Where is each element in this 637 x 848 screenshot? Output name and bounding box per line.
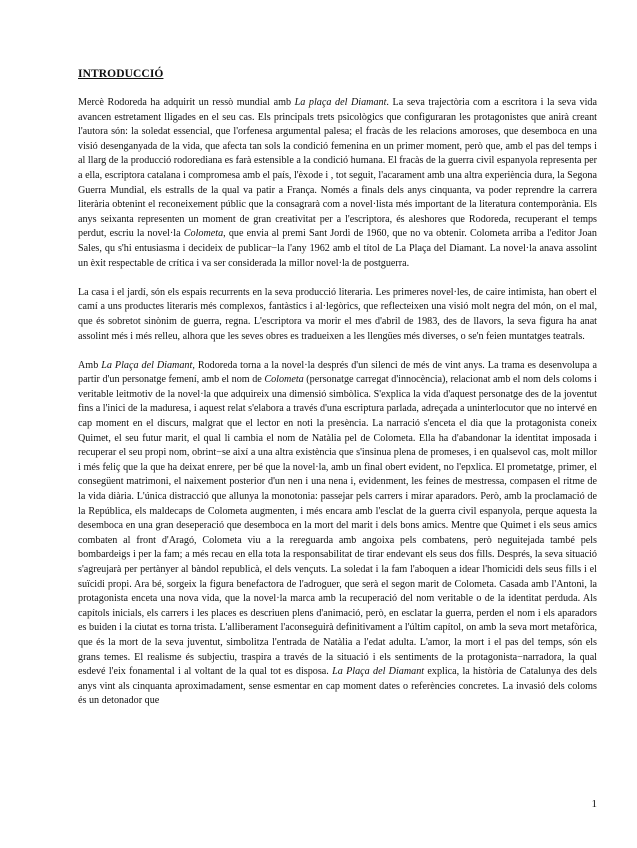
text-run: , que envia al premi Sant Jordi de 1960, que no va obtenir. Colometa arriba a l'editor Joan Sales, qu s'hi entusiasma i decideix de publicar−la l'any 1962 amb el títol de La Plaça del Diamant. La novel·la anava assolint un èxit respectable de crítica i va ser considerada la millor novel·la de postguerra. <box>78 228 597 269</box>
paragraph <box>78 286 597 344</box>
italic-title: La Plaça del Diamant <box>101 359 193 371</box>
body-text <box>78 96 597 709</box>
text-run: La casa i el jardí, són els espais recurrents en la seva producció literaria. Les primeres novel·les, de caire intimista, han obert el camí a uns productes literaris més complexos, fantàstics i al·legòrics, que reflecteixen una visió molt negra del món, on el mal, que és sobretot sinònim de guerra, regna. L'escriptora va morir el mes d'abril de 1983, des de llavors, la seva figura ha anat assolint més i més relleu, alhora que les seves obres es tradueixen a les llengües més diverses, o se'n feien muntatges teatrals. <box>78 286 597 342</box>
text-run: . La seva trajectòria com a escritora i la seva vida avancen estretament lligades en el seu cas. Els principals trets psicològics que configuraran les protagonistes que anirà creant l'autora són: la soledat essencial, que l'orfenesa argumental palesa; el fracàs de les relacions amoroses, que desemboca en una visió desenganyada de la vida, que afecta tan sols la condició femenina en un primer moment, però que, amb el pas del temps i al llarg de la producció rodorediana es farà estensible a la condició humana. El fracàs de la guerra civil espanyola representa per a ella, escriptora catalana i compromesa amb el país, l'èxode i , tot seguit, l'acarament amb una altra experiència dura, la Segona Guerra Mundial, els estralls de la qual va patir a França. Només a finals dels anys cinquanta, va poder reprendre la carrera literària obtenint el reconeixement públic que la consagrarà com a novel·lista més important de la literatura contemporània. Els anys seixanta representen un moment de gran creativitat per a l'escriptora, és aleshores que Rodoreda, recuperant el temps perdut, escriu la novel·la <box>78 97 597 240</box>
text-run: , Rodoreda torna a la novel·la després d'un silenci de més de vint anys. La trama es desenvolupa a partir d'un personatge femení, amb el nom de <box>78 359 598 386</box>
paragraph <box>78 359 597 709</box>
italic-title: Colometa <box>183 228 224 240</box>
text-run: Amb <box>78 359 102 371</box>
text-run: Mercè Rodoreda ha adquirit un ressò mundial amb <box>78 97 295 108</box>
text-run: explica, la història de Catalunya des dels anys vint als cinquanta aproximadament, sense esmentar en cap moment dates o referències concretes. La invasió dels coloms és un detonador que <box>78 666 597 707</box>
italic-title: La plaça del Diamant <box>294 97 387 108</box>
italic-title: Colometa <box>264 374 304 386</box>
italic-title: La Plaça del Diamant <box>332 666 425 678</box>
paragraph <box>78 96 597 271</box>
text-run: (personatge carregat d'innocència), relacionat amb el nom dels coloms i veritable leitmotiv de la novel·la que adquireix una dimensió simbòlica. S'explica la vida d'aquest personatge des de la joventut fins a l'inici de la maduresa, i aquest relat s'elabora a través d'una escriptura parlada, adreçada a uninterlocutor que no intervé en cap moment en el discurs, malgrat que el lector en noti la presència. La narració s'enceta el dia que la protagonista coneix Quimet, el seu futur marit, el qual li cambia el nom de Natàlia pel de Colometa. Ella ha d'abandonar la identitat imposada i recuperar el seu propi nom, obrint−se així a una altra existència que s'insinua plena de promeses, i en qualsevol cas, molt millor i més feliç que la que ha deixat enrere, per bé que la novel·la, amb un final obert evident, no l'epxlica. El prometatge, primer, el consegüent matrimoni, el naixement posterior d'un nen i una nena i, evidenment, les feines de mestressa, compasen el ritme de la vida diària. L'única distracció que allunya la monotonia: passejar pels carrers i mirar aparadors. Però, amb la proclamació de la República, els maldecaps de Colometa augmenten, i més encara amb l'esclat de la guerra civil espanyola, perque aquesta la desemboca en una gran deseperació que desemboca en la mort del marit i dels bons amics. Mentre que Quimet i els seus amics combaten al front d'Aragó, Colometa viu a la rereguarda amb angoixa pels combatens, però neguitejada també pels bombardeigs i per la fam; a més recau en ella tota la responsabilitat de tirar endevant els seus dos fills. Després, la seva situació s'agreujarà per pertànyer al bàndol republicà, el dels vençuts. La soledat i la fam l'aboquen a idear l'homicidi dels seus fills i el suïcidi propi. Ara bé, sorgeix la figura benefactora de l'adroguer, que serà el segon marit de Colometa. Casada amb l'Antoni, la protagonista enceta una nova vida, que la novel·la marca amb la recuperació del nom veritable o de la identitat perduda. Als capítols inicials, els carrers i les places es descriuen plens d'animació, però, en esclatar la guerra, perden el nom i els aparadors es buiden i la ciutat es torna trista. L'alliberament l'aconseguirà definitivament a l'últim capítol, on amb la seva mort metafòrica, que és la mort de la seva juventut, simbolitza l'entrada de Natàlia a l'edat adulta. L'amor, la mort i el pas del temps, són els grans temes. El realisme és subjectiu, traspira a través de la situació i els sentiments de la protagonista−narradora, la qual esdevé l'eix fonamental i al voltant de la qual tot es disposa. <box>78 374 597 678</box>
page-number: 1 <box>591 798 597 810</box>
section-heading: INTRODUCCIÓ <box>78 68 164 80</box>
